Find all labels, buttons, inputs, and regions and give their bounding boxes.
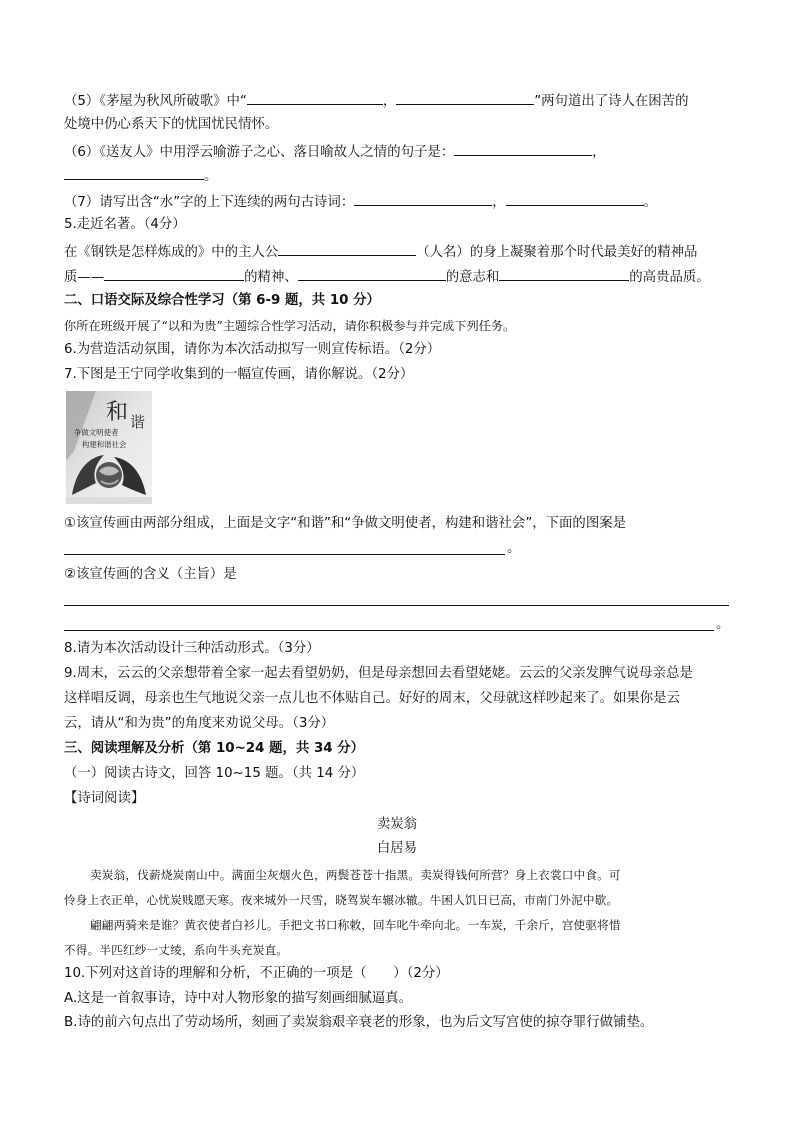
q4-7-comma: ， — [492, 195, 506, 210]
q7-2-prompt: ②该宣传画的含义（主旨）是 — [64, 567, 237, 582]
poster-image — [66, 391, 152, 504]
q9-line1: 9.周末，云云的父亲想带着全家一起去看望奶奶，但是母亲想回去看望姥姥。云云的父亲发脾气说母亲总是 — [64, 666, 693, 681]
q5-blank-name[interactable] — [278, 242, 416, 256]
poster-slogan-2: 构建和谐社会 — [82, 440, 127, 449]
q4-6-comma: ， — [592, 145, 606, 160]
poem-line-1: 卖炭翁，伐薪烧炭南山中。满面尘灰烟火色，两鬓苍苍十指黑。卖炭得钱何所营？身上衣裳口中食。可 — [90, 868, 621, 882]
q5-line1 — [64, 242, 697, 262]
q7-1-period: 。 — [507, 541, 521, 556]
q5-text-a: 在《钢铁是怎样炼成的》中的主人公 — [64, 245, 279, 260]
q7-1-prompt: ①该宣传画由两部分组成，上面是文字“和谐”和“争做文明使者，构建和谐社会”，下面的图案是 — [64, 516, 626, 531]
q4-7-blank-2[interactable] — [506, 192, 644, 206]
q4-6-line1 — [64, 142, 606, 162]
section3-heading: 三、阅读理解及分析（第 10~24 题，共 34 分） — [64, 741, 365, 756]
q4-6-line2 — [64, 166, 217, 186]
q9-line2: 这样唱反调，母亲也生气地说父亲一点儿也不体贴自己。好好的周末，父母就这样吵起来了。如果你是云 — [64, 691, 680, 706]
q4-7-blank-1[interactable] — [354, 192, 492, 206]
q4-5-line1 — [64, 91, 688, 111]
poem-title: 卖炭翁 — [376, 817, 418, 832]
q9-line3: 云，请从“和为贵”的角度来劝说父母。（3分） — [64, 716, 335, 731]
q4-6-text-a: （6）《送友人》中用浮云喻游子之心、落日喻故人之情的句子是： — [64, 145, 455, 160]
q5-text-f: 的高贵品质。 — [629, 270, 710, 285]
q4-6-blank-2[interactable] — [64, 166, 204, 180]
q6-prompt: 6.为营造活动氛围，请你为本次活动拟写一则宣传标语。（2分） — [64, 342, 441, 357]
q4-7-line — [64, 192, 657, 212]
q7-prompt: 7.下图是王宁同学收集到的一幅宣传画，请你解说。（2分） — [64, 367, 414, 382]
q4-6-period: 。 — [204, 169, 218, 184]
q5-text-c: 质—— — [64, 270, 105, 285]
q4-7-period: 。 — [643, 195, 657, 210]
poster-char-he: 和 — [106, 400, 129, 425]
q5-line2 — [64, 267, 710, 287]
q4-5-comma: ， — [382, 94, 397, 109]
q5-text-b: （人名）的身上凝聚着那个时代最美好的精神品 — [416, 245, 698, 260]
section3-sub1: （一）阅读古诗文，回答 10~15 题。（共 14 分） — [64, 766, 365, 781]
q5-blank-spirit[interactable] — [104, 267, 244, 281]
poem-author: 白居易 — [376, 841, 418, 856]
q10-option-b[interactable]: B.诗的前六句点出了劳动场所，刻画了卖炭翁艰辛衰老的形象，也为后文写宫使的掠夺罪行做铺垫。 — [64, 1015, 654, 1030]
poster-slogan-1: 争做文明使者 — [74, 428, 119, 437]
q5-text-e: 的意志和 — [445, 270, 500, 285]
section2-intro: 你所在班级开展了“以和为贵”主题综合性学习活动，请你积极参与并完成下列任务。 — [64, 319, 516, 333]
q7-2-answer-line-1[interactable] — [64, 605, 729, 606]
poem-line-4: 不得。半匹红纱一丈绫，系向牛头充炭直。 — [64, 943, 289, 957]
q10-option-a[interactable]: A.这是一首叙事诗，诗中对人物形象的描写刻画细腻逼真。 — [64, 991, 412, 1006]
q4-5-blank-1[interactable] — [247, 91, 383, 105]
poem-line-2: 怜身上衣正单，心忧炭贱愿天寒。夜来城外一尺雪，晓驾炭车辗冰辙。牛困人饥日已高，市南门外泥中歇。 — [64, 893, 619, 907]
q5-text-d: 的精神、 — [244, 270, 298, 285]
q5-blank-quality[interactable] — [499, 267, 629, 281]
poem-reading-tag: 【诗词阅读】 — [64, 791, 145, 806]
q7-2-answer-line-2[interactable] — [64, 630, 714, 631]
q5-blank-will[interactable] — [298, 267, 446, 281]
q5-title: 5.走近名著。（4分） — [64, 217, 186, 232]
q4-5-text-a: （5）《茅屋为秋风所破歌》中“ — [64, 94, 247, 109]
q4-6-blank-1[interactable] — [454, 142, 592, 156]
q10-prompt: 10.下列对这首诗的理解和分析，不正确的一项是（ ）（2分） — [64, 966, 449, 981]
poster-char-xie: 谐 — [130, 413, 146, 431]
q8-prompt: 8.请为本次活动设计三种活动形式。（3分） — [64, 641, 320, 656]
q4-5-line2: 处境中仍心系天下的忧国忧民情怀。 — [64, 117, 279, 132]
q4-5-blank-2[interactable] — [396, 91, 534, 105]
section2-heading: 二、口语交际及综合性学习（第 6-9 题，共 10 分） — [64, 293, 380, 308]
q7-2-period: 。 — [716, 617, 730, 632]
q4-7-text-a: （7）请写出含“水”字的上下连续的两句古诗词： — [64, 195, 355, 210]
q7-1-answer-line[interactable] — [64, 554, 505, 555]
poem-line-3: 翩翩两骑来是谁？黄衣使者白衫儿。手把文书口称敕，回车叱牛牵向北。一车炭，千余斤，宫使驱将惜 — [90, 918, 621, 932]
q4-5-text-c: ”两句道出了诗人在困苦的 — [534, 94, 689, 109]
